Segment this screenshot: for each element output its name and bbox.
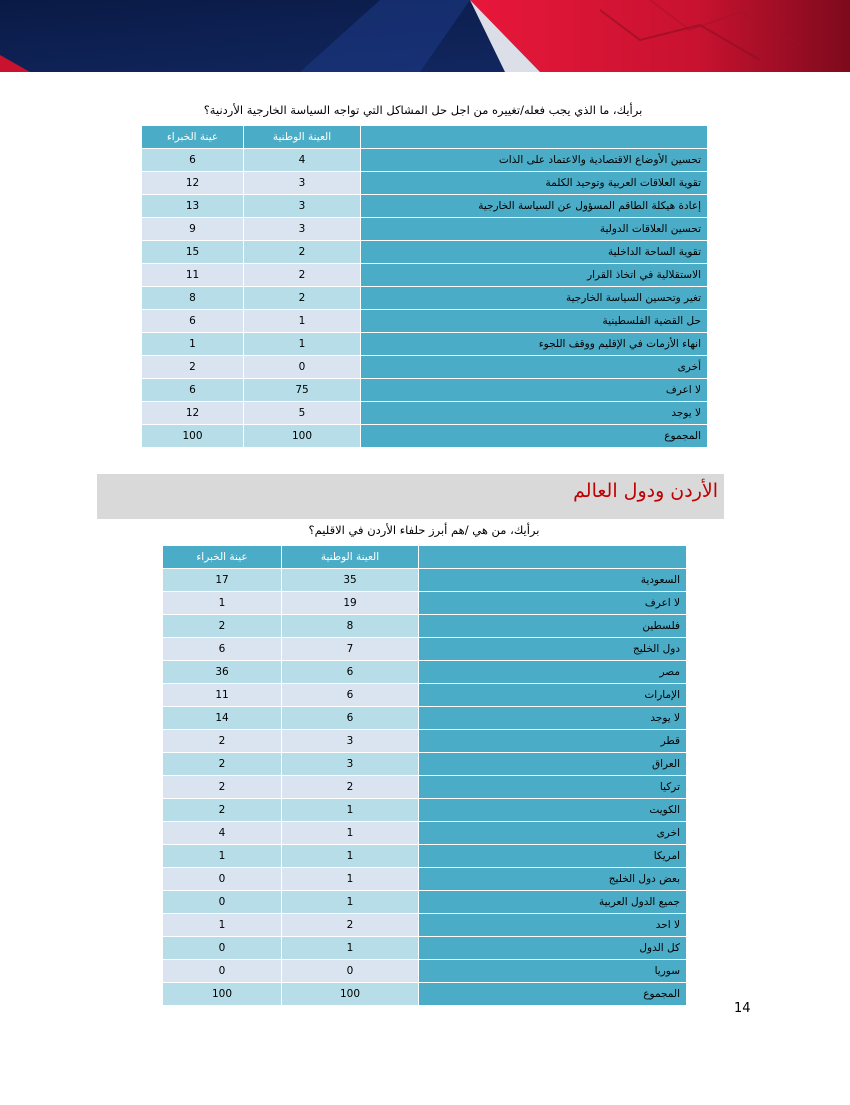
cell-label: لا احد xyxy=(419,914,687,937)
cell-experts: 17 xyxy=(163,569,282,592)
cell-national: 3 xyxy=(244,218,361,241)
table-row xyxy=(163,960,687,983)
cell-label: الكويت xyxy=(419,799,687,822)
table-row xyxy=(163,638,687,661)
table-row xyxy=(163,730,687,753)
table2-header-experts: عينة الخبراء xyxy=(163,546,282,569)
cell-experts: 4 xyxy=(163,822,282,845)
table-row xyxy=(142,195,708,218)
table2-body xyxy=(163,569,687,1006)
cell-national: 2 xyxy=(244,241,361,264)
cell-experts: 2 xyxy=(142,356,244,379)
table1-header-row xyxy=(142,126,708,149)
cell-experts: 0 xyxy=(163,960,282,983)
table-row xyxy=(142,172,708,195)
table1-caption: برأيك، ما الذي يجب فعله/تغييره من اجل حل المشاكل التي تواجه السياسة الخارجية الأردنية؟ xyxy=(203,103,643,117)
cell-label: قطر xyxy=(419,730,687,753)
cell-label: الإمارات xyxy=(419,684,687,707)
cell-experts: 2 xyxy=(163,753,282,776)
table2-header-row xyxy=(163,546,687,569)
cell-experts: 6 xyxy=(142,379,244,402)
cell-national: 4 xyxy=(244,149,361,172)
cell-label: اخرى xyxy=(419,822,687,845)
cell-label: المجموع xyxy=(361,425,708,448)
cell-experts: 13 xyxy=(142,195,244,218)
table-row xyxy=(163,684,687,707)
cell-label: تقوية الساحة الداخلية xyxy=(361,241,708,264)
cell-national: 35 xyxy=(282,569,419,592)
table-row xyxy=(163,845,687,868)
cell-experts: 1 xyxy=(163,914,282,937)
cell-national: 6 xyxy=(282,707,419,730)
cell-experts: 6 xyxy=(142,149,244,172)
cell-experts: 1 xyxy=(142,333,244,356)
table-row xyxy=(163,707,687,730)
cell-national: 19 xyxy=(282,592,419,615)
table1-header-label xyxy=(361,126,708,149)
cell-national: 3 xyxy=(244,172,361,195)
cell-label: تقوية العلاقات العربية وتوحيد الكلمة xyxy=(361,172,708,195)
cell-label: انهاء الأزمات في الإقليم ووقف اللجوء xyxy=(361,333,708,356)
section-heading-bar xyxy=(97,474,724,519)
table2-header-national: العينة الوطنية xyxy=(282,546,419,569)
cell-experts: 0 xyxy=(163,868,282,891)
cell-label: تغير وتحسين السياسة الخارجية xyxy=(361,287,708,310)
cell-experts: 0 xyxy=(163,937,282,960)
table2-caption: برأيك، من هي /هم أبرز حلفاء الأردن في الاقليم؟ xyxy=(308,523,540,537)
table-row xyxy=(142,379,708,402)
table-row xyxy=(163,776,687,799)
table2 xyxy=(162,545,687,1006)
cell-label: المجموع xyxy=(419,983,687,1006)
cell-experts: 8 xyxy=(142,287,244,310)
cell-label: لا يوجد xyxy=(419,707,687,730)
table-row xyxy=(163,753,687,776)
table-row xyxy=(142,287,708,310)
cell-national: 2 xyxy=(282,776,419,799)
table-row xyxy=(142,241,708,264)
cell-experts: 15 xyxy=(142,241,244,264)
cell-label: جميع الدول العربية xyxy=(419,891,687,914)
cell-label: تحسين العلاقات الدولية xyxy=(361,218,708,241)
cell-experts: 100 xyxy=(163,983,282,1006)
cell-label: مصر xyxy=(419,661,687,684)
cell-label: الاستقلالية في اتخاذ القرار xyxy=(361,264,708,287)
cell-national: 1 xyxy=(282,937,419,960)
table1 xyxy=(141,125,708,448)
table-row xyxy=(163,615,687,638)
banner-graphic xyxy=(0,0,850,72)
cell-experts: 1 xyxy=(163,592,282,615)
cell-national: 0 xyxy=(244,356,361,379)
cell-national: 0 xyxy=(282,960,419,983)
cell-label: تحسين الأوضاع الاقتصادية والاعتماد على الذات xyxy=(361,149,708,172)
cell-national: 100 xyxy=(244,425,361,448)
table1-body xyxy=(142,149,708,448)
table1-header-experts: عينة الخبراء xyxy=(142,126,244,149)
cell-label: لا يوجد xyxy=(361,402,708,425)
cell-experts: 6 xyxy=(163,638,282,661)
cell-experts: 12 xyxy=(142,402,244,425)
cell-label: كل الدول xyxy=(419,937,687,960)
cell-label: حل القضية الفلسطينية xyxy=(361,310,708,333)
cell-national: 1 xyxy=(282,799,419,822)
table-row xyxy=(142,310,708,333)
table-row xyxy=(163,799,687,822)
table2-header-label xyxy=(419,546,687,569)
cell-national: 7 xyxy=(282,638,419,661)
cell-national: 2 xyxy=(244,264,361,287)
cell-national: 1 xyxy=(244,310,361,333)
cell-experts: 9 xyxy=(142,218,244,241)
cell-label: السعودية xyxy=(419,569,687,592)
header-banner xyxy=(0,0,850,72)
cell-national: 5 xyxy=(244,402,361,425)
cell-national: 75 xyxy=(244,379,361,402)
table-row xyxy=(142,425,708,448)
table-row xyxy=(163,868,687,891)
table-row xyxy=(163,937,687,960)
table-row xyxy=(142,356,708,379)
cell-national: 1 xyxy=(282,868,419,891)
cell-experts: 100 xyxy=(142,425,244,448)
cell-national: 6 xyxy=(282,661,419,684)
cell-experts: 11 xyxy=(163,684,282,707)
cell-experts: 2 xyxy=(163,615,282,638)
cell-label: لا اعرف xyxy=(419,592,687,615)
cell-experts: 1 xyxy=(163,845,282,868)
cell-national: 6 xyxy=(282,684,419,707)
section-title: الأردن ودول العالم xyxy=(573,480,718,502)
cell-national: 1 xyxy=(282,891,419,914)
cell-label: امريكا xyxy=(419,845,687,868)
table-row xyxy=(142,402,708,425)
cell-national: 2 xyxy=(282,914,419,937)
table-row xyxy=(142,218,708,241)
cell-label: لا اعرف xyxy=(361,379,708,402)
table-row xyxy=(163,891,687,914)
cell-experts: 11 xyxy=(142,264,244,287)
cell-national: 1 xyxy=(244,333,361,356)
cell-label: أخرى xyxy=(361,356,708,379)
table-row xyxy=(163,661,687,684)
cell-national: 3 xyxy=(282,730,419,753)
cell-label: تركيا xyxy=(419,776,687,799)
cell-national: 100 xyxy=(282,983,419,1006)
cell-national: 1 xyxy=(282,845,419,868)
cell-experts: 36 xyxy=(163,661,282,684)
cell-national: 1 xyxy=(282,822,419,845)
table-row xyxy=(142,149,708,172)
cell-national: 2 xyxy=(244,287,361,310)
table-row xyxy=(163,914,687,937)
cell-experts: 2 xyxy=(163,730,282,753)
cell-label: إعادة هيكلة الطاقم المسؤول عن السياسة الخارجية xyxy=(361,195,708,218)
page-number: 14 xyxy=(734,1001,751,1016)
table-row xyxy=(163,592,687,615)
cell-experts: 6 xyxy=(142,310,244,333)
cell-experts: 14 xyxy=(163,707,282,730)
table-row xyxy=(163,569,687,592)
cell-national: 8 xyxy=(282,615,419,638)
table-row xyxy=(163,822,687,845)
cell-experts: 12 xyxy=(142,172,244,195)
cell-label: دول الخليج xyxy=(419,638,687,661)
table-row xyxy=(142,264,708,287)
cell-label: العراق xyxy=(419,753,687,776)
cell-experts: 2 xyxy=(163,799,282,822)
table-row xyxy=(163,983,687,1006)
cell-label: بعض دول الخليج xyxy=(419,868,687,891)
table1-header-national: العينة الوطنية xyxy=(244,126,361,149)
cell-experts: 0 xyxy=(163,891,282,914)
table-row xyxy=(142,333,708,356)
cell-experts: 2 xyxy=(163,776,282,799)
cell-national: 3 xyxy=(244,195,361,218)
cell-label: فلسطين xyxy=(419,615,687,638)
cell-national: 3 xyxy=(282,753,419,776)
cell-label: سوريا xyxy=(419,960,687,983)
